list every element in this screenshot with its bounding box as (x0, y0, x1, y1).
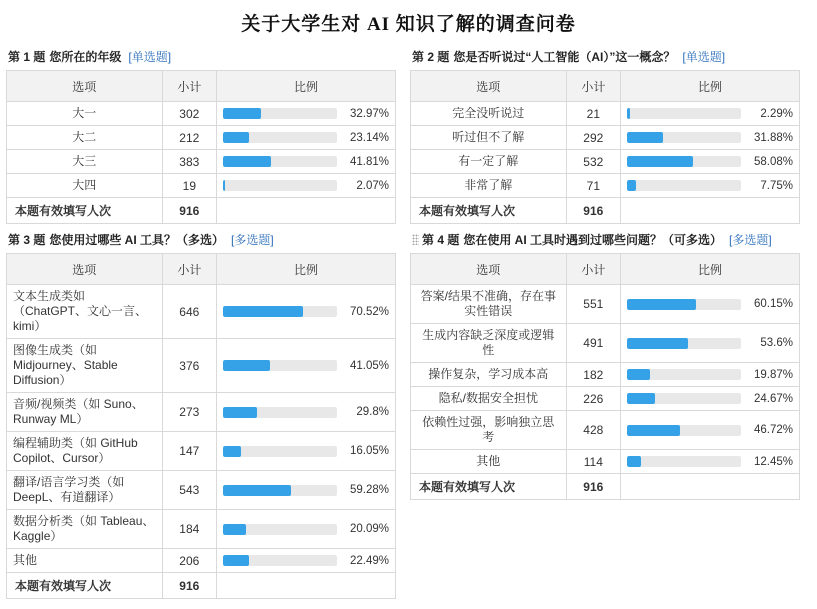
option-label (411, 387, 567, 411)
column-header-count: 小计 (162, 254, 216, 285)
bar-fill (627, 456, 641, 467)
bar-track (627, 156, 741, 167)
option-count: 19 (162, 174, 216, 198)
option-text: 翻译/语言学习类（如 DeepL、有道翻译） (13, 475, 125, 504)
ratio-cell (621, 411, 800, 450)
bar-track (627, 338, 741, 349)
option-label (411, 174, 567, 198)
drag-handle-icon[interactable] (412, 234, 419, 245)
option-count: 646 (162, 285, 216, 339)
bar-track (223, 555, 337, 566)
table-row (411, 450, 800, 474)
ratio-bar (223, 445, 389, 457)
ratio-bar (627, 156, 793, 168)
option-label (7, 150, 163, 174)
ratio-percent: 2.07% (356, 179, 389, 192)
ratio-bar (223, 484, 389, 496)
bar-track (223, 524, 337, 535)
question-header (412, 48, 800, 65)
option-count: 114 (566, 450, 620, 474)
option-label (411, 285, 567, 324)
bar-track (223, 407, 337, 418)
total-value: 916 (566, 474, 620, 500)
question-text: 您是否听说过“人工智能（AI）”这一概念？ (453, 50, 676, 64)
bar-fill (223, 485, 291, 496)
table-row (411, 126, 800, 150)
question-table (410, 253, 800, 500)
ratio-bar (627, 369, 793, 381)
bar-fill (223, 180, 225, 191)
ratio-cell (621, 387, 800, 411)
ratio-percent: 41.81% (349, 155, 389, 168)
ratio-cell (217, 471, 396, 510)
option-count: 226 (566, 387, 620, 411)
bar-fill (223, 156, 271, 167)
bar-track (627, 108, 741, 119)
bar-fill (627, 393, 655, 404)
ratio-percent: 24.67% (753, 392, 793, 405)
ratio-percent: 58.08% (753, 155, 793, 168)
ratio-cell (621, 363, 800, 387)
total-label: 本题有效填写人次 (411, 198, 567, 224)
table-row (7, 549, 396, 573)
ratio-cell (621, 150, 800, 174)
option-label (7, 471, 163, 510)
question-table (6, 70, 396, 224)
ratio-percent: 32.97% (349, 107, 389, 120)
option-label (7, 126, 163, 150)
bar-track (223, 306, 337, 317)
ratio-percent: 23.14% (349, 131, 389, 144)
option-text: 数据分析类（如 Tableau、Kaggle） (13, 514, 155, 543)
total-row (411, 198, 800, 224)
option-label (411, 324, 567, 363)
ratio-bar (223, 360, 389, 372)
ratio-cell (217, 549, 396, 573)
total-label: 本题有效填写人次 (7, 573, 163, 599)
option-label (7, 510, 163, 549)
option-label (411, 411, 567, 450)
ratio-cell (217, 393, 396, 432)
option-count: 428 (566, 411, 620, 450)
total-row (7, 573, 396, 599)
option-count: 491 (566, 324, 620, 363)
ratio-bar (223, 156, 389, 168)
option-count: 302 (162, 102, 216, 126)
option-text: 其他 (13, 553, 38, 567)
option-label (7, 102, 163, 126)
bar-fill (627, 299, 696, 310)
ratio-bar (223, 555, 389, 567)
total-blank-cell (621, 474, 800, 500)
bar-fill (627, 425, 680, 436)
question-text: 您使用过哪些 AI 工具？（多选） (49, 233, 225, 247)
question-type-badge[interactable]: [单选题] (128, 50, 172, 64)
question-type-badge[interactable]: [多选题] (231, 233, 274, 247)
total-row (7, 198, 396, 224)
table-row (411, 150, 800, 174)
option-text: 操作复杂，学习成本高 (428, 367, 549, 381)
table-row (7, 174, 396, 198)
question-type-badge[interactable]: [多选题] (729, 233, 772, 247)
option-text: 有一定了解 (458, 154, 519, 168)
question-table (410, 70, 800, 224)
ratio-cell (217, 174, 396, 198)
question-block (6, 48, 396, 224)
bar-fill (627, 108, 630, 119)
question-text: 您在使用 AI 工具时遇到过哪些问题？（可多选） (463, 233, 723, 247)
option-count: 292 (566, 126, 620, 150)
total-value: 916 (162, 198, 216, 224)
option-count: 376 (162, 339, 216, 393)
total-blank-cell (621, 198, 800, 224)
bar-track (223, 180, 337, 191)
option-label (411, 150, 567, 174)
option-count: 383 (162, 150, 216, 174)
bar-fill (627, 156, 693, 167)
option-text: 其他 (476, 454, 501, 468)
question-header (8, 48, 396, 65)
option-count: 273 (162, 393, 216, 432)
ratio-percent: 60.15% (753, 298, 793, 310)
ratio-cell (621, 450, 800, 474)
total-row (411, 474, 800, 500)
option-text: 大三 (72, 154, 97, 168)
total-label: 本题有效填写人次 (7, 198, 163, 224)
column-header-ratio: 比例 (217, 71, 396, 102)
option-count: 71 (566, 174, 620, 198)
option-label (7, 432, 163, 471)
ratio-bar (223, 132, 389, 144)
table-row (411, 285, 800, 324)
table-row (7, 393, 396, 432)
option-label (7, 393, 163, 432)
column-header-option: 选项 (411, 254, 567, 285)
ratio-cell (621, 174, 800, 198)
question-number: 第 1 题 (8, 50, 46, 64)
question-number: 第 2 题 (412, 50, 450, 64)
column-header-count: 小计 (566, 254, 620, 285)
option-text: 隐私/数据安全担忧 (438, 391, 538, 405)
column-header-ratio: 比例 (621, 71, 800, 102)
table-row (411, 411, 800, 450)
question-number: 第 3 题 (8, 233, 46, 247)
ratio-bar (627, 180, 793, 192)
option-text: 编程辅助类（如 GitHub Copilot、Cursor） (13, 436, 138, 465)
column-header-option: 选项 (7, 71, 163, 102)
ratio-cell (621, 102, 800, 126)
bar-fill (627, 338, 688, 349)
table-row (7, 126, 396, 150)
option-label (411, 363, 567, 387)
ratio-bar (223, 180, 389, 192)
option-text: 大四 (72, 178, 97, 192)
question-header (8, 231, 396, 248)
ratio-percent: 16.05% (349, 445, 389, 457)
column-header-option: 选项 (411, 71, 567, 102)
ratio-cell (621, 285, 800, 324)
bar-track (223, 108, 337, 119)
total-blank-cell (217, 573, 396, 599)
ratio-bar (627, 337, 793, 349)
ratio-bar (223, 523, 389, 535)
option-label (7, 174, 163, 198)
bar-track (627, 393, 741, 404)
ratio-bar (627, 108, 793, 120)
bar-track (223, 485, 337, 496)
question-table (6, 253, 396, 599)
ratio-cell (217, 102, 396, 126)
ratio-cell (217, 126, 396, 150)
ratio-percent: 70.52% (349, 305, 389, 318)
table-row (7, 510, 396, 549)
ratio-percent: 46.72% (753, 424, 793, 436)
option-text: 答案/结果不准确，存在事实性错误 (420, 289, 556, 318)
page-title: 关于大学生对 AI 知识了解的调查问卷 (241, 14, 576, 35)
ratio-bar (627, 424, 793, 436)
total-value: 916 (566, 198, 620, 224)
option-count: 206 (162, 549, 216, 573)
option-count: 21 (566, 102, 620, 126)
question-block (410, 231, 800, 599)
option-label (7, 549, 163, 573)
bar-track (223, 132, 337, 143)
ratio-percent: 7.75% (760, 179, 793, 192)
ratio-percent: 20.09% (349, 523, 389, 535)
column-header-ratio: 比例 (621, 254, 800, 285)
ratio-percent: 31.88% (753, 131, 793, 144)
ratio-bar (627, 456, 793, 468)
bar-fill (223, 132, 249, 143)
bar-fill (223, 360, 270, 371)
question-header (412, 231, 800, 248)
total-label: 本题有效填写人次 (411, 474, 567, 500)
ratio-bar (627, 298, 793, 310)
ratio-cell (217, 285, 396, 339)
option-count: 543 (162, 471, 216, 510)
ratio-cell (217, 432, 396, 471)
table-row (7, 432, 396, 471)
bar-track (627, 299, 741, 310)
ratio-percent: 12.45% (753, 455, 793, 468)
ratio-cell (217, 339, 396, 393)
table-row (7, 339, 396, 393)
ratio-bar (223, 306, 389, 318)
bar-fill (223, 524, 246, 535)
ratio-bar (627, 393, 793, 405)
option-label (411, 102, 567, 126)
ratio-bar (627, 132, 793, 144)
column-header-count: 小计 (162, 71, 216, 102)
bar-fill (627, 369, 650, 380)
option-label (411, 126, 567, 150)
option-text: 文本生成类如（ChatGPT、文心一言、kimi） (13, 289, 148, 333)
option-text: 音频/视频类（如 Suno、Runway ML） (13, 397, 144, 426)
ratio-percent: 53.6% (760, 337, 793, 349)
bar-track (627, 180, 741, 191)
bar-track (627, 425, 741, 436)
option-label (411, 450, 567, 474)
bar-track (627, 132, 741, 143)
total-value: 916 (162, 573, 216, 599)
question-block (6, 231, 396, 599)
bar-fill (223, 407, 257, 418)
ratio-cell (621, 324, 800, 363)
column-header-count: 小计 (566, 71, 620, 102)
ratio-cell (217, 150, 396, 174)
ratio-bar (223, 406, 389, 418)
bar-fill (223, 555, 249, 566)
option-text: 生成内容缺乏深度或逻辑性 (422, 328, 555, 357)
bar-fill (223, 446, 241, 457)
ratio-percent: 2.29% (760, 107, 793, 120)
table-row (411, 102, 800, 126)
ratio-cell (621, 126, 800, 150)
question-text: 您所在的年级 (49, 50, 122, 64)
column-header-ratio: 比例 (217, 254, 396, 285)
option-count: 551 (566, 285, 620, 324)
option-text: 依赖性过强，影响独立思考 (422, 415, 555, 444)
option-text: 非常了解 (464, 178, 513, 192)
table-row (411, 174, 800, 198)
bar-track (223, 360, 337, 371)
question-number: 第 4 题 (422, 233, 460, 247)
bar-track (223, 446, 337, 457)
option-count: 532 (566, 150, 620, 174)
total-blank-cell (217, 198, 396, 224)
ratio-percent: 19.87% (753, 368, 793, 381)
option-label (7, 339, 163, 393)
bar-fill (627, 180, 636, 191)
table-row (411, 387, 800, 411)
table-row (411, 324, 800, 363)
bar-fill (627, 132, 663, 143)
bar-fill (223, 108, 261, 119)
bar-track (627, 456, 741, 467)
questions-grid (6, 48, 811, 606)
option-text: 图像生成类（如 Midjourney、Stable Diffusion） (13, 343, 118, 387)
option-count: 147 (162, 432, 216, 471)
ratio-cell (217, 510, 396, 549)
bar-track (223, 156, 337, 167)
table-row (7, 285, 396, 339)
bar-track (627, 369, 741, 380)
option-label (7, 285, 163, 339)
table-row (411, 363, 800, 387)
option-text: 大一 (72, 106, 97, 120)
ratio-percent: 41.05% (349, 359, 389, 372)
question-type-badge[interactable]: [单选题] (682, 50, 726, 64)
ratio-percent: 22.49% (349, 554, 389, 567)
ratio-percent: 59.28% (349, 484, 389, 496)
option-text: 大二 (72, 130, 97, 144)
table-row (7, 150, 396, 174)
table-row (7, 102, 396, 126)
option-count: 212 (162, 126, 216, 150)
table-row (7, 471, 396, 510)
ratio-percent: 29.8% (356, 406, 389, 418)
option-count: 182 (566, 363, 620, 387)
option-text: 听过但不了解 (452, 130, 525, 144)
bar-fill (223, 306, 303, 317)
ratio-bar (223, 108, 389, 120)
option-count: 184 (162, 510, 216, 549)
column-header-option: 选项 (7, 254, 163, 285)
question-block (410, 48, 800, 224)
option-text: 完全没听说过 (452, 106, 525, 120)
